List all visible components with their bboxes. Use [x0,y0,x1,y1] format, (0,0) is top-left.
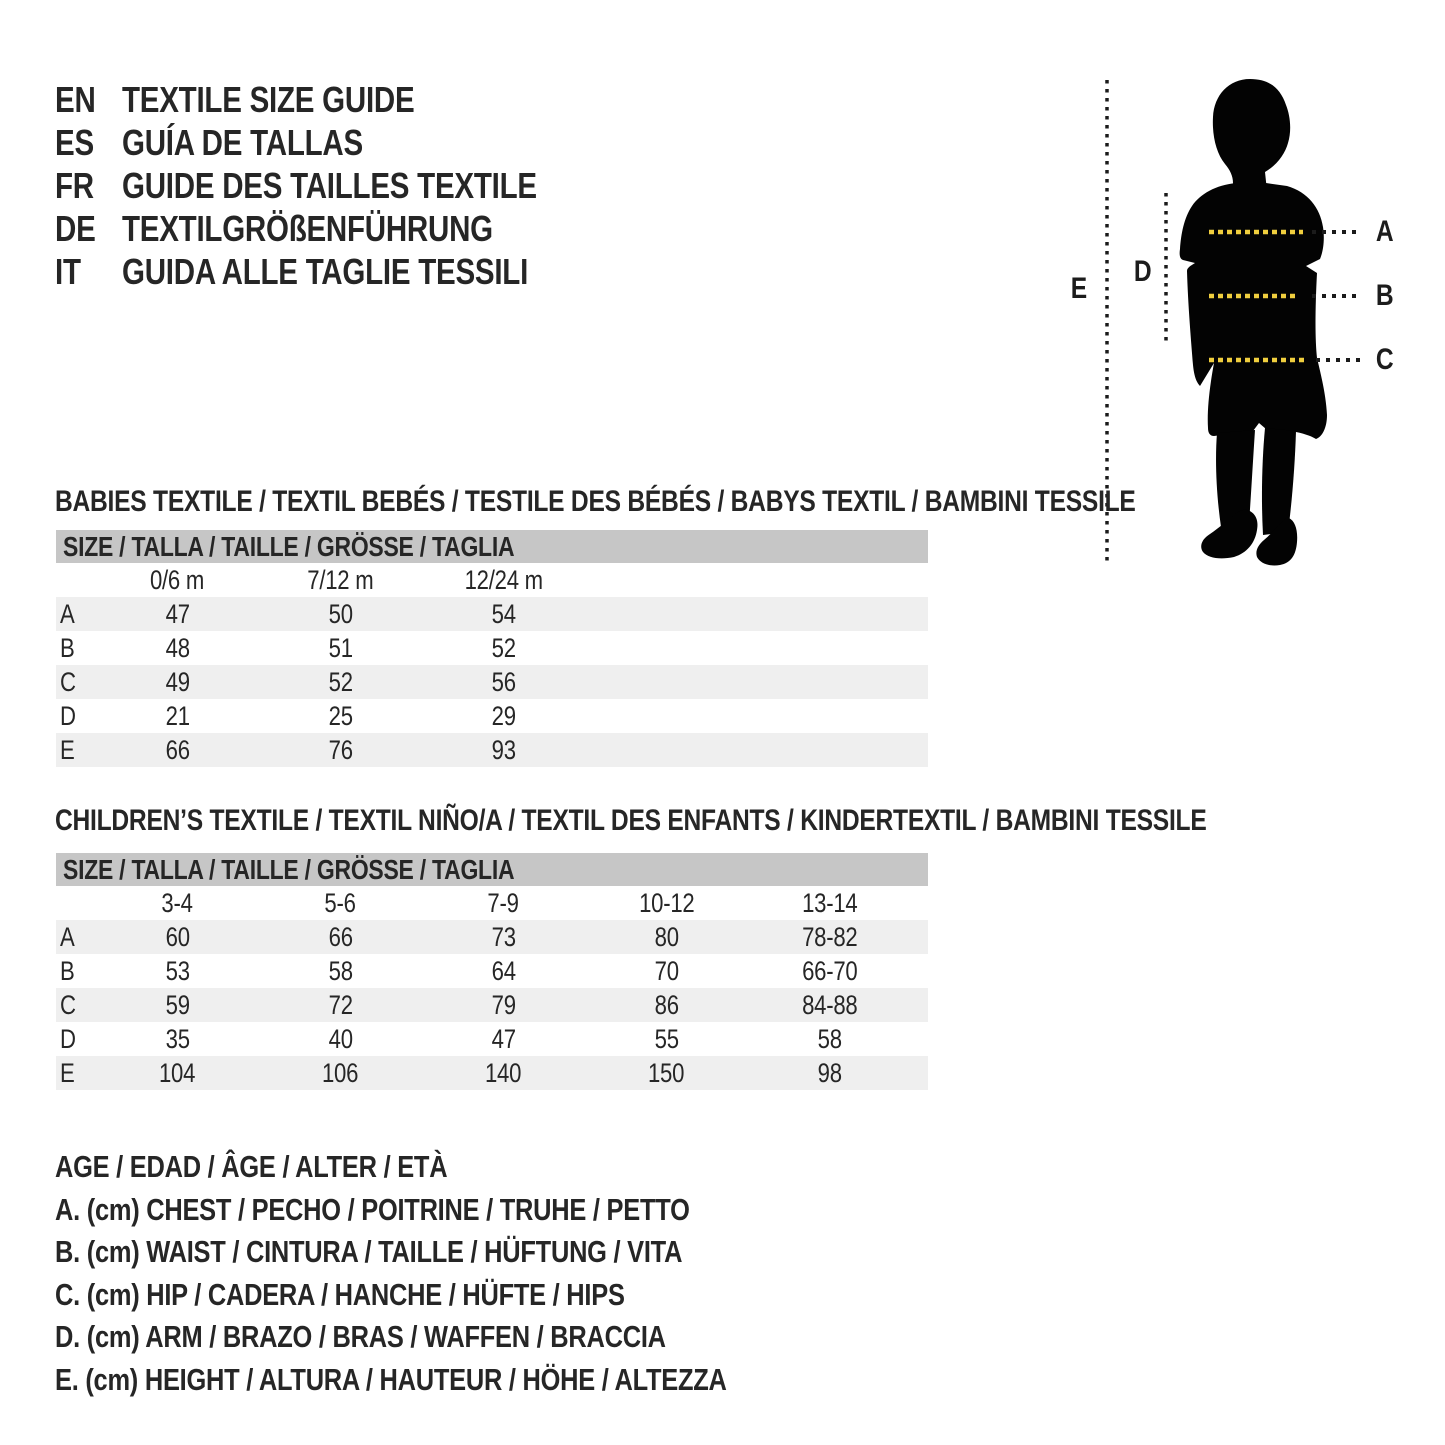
column-header-text: 0/6 m [150,564,205,595]
children-section-title-text: CHILDREN’S TEXTILE / TEXTIL NIÑO/A / TEXTIL DES ENFANTS / KINDERTEXTIL / BAMBINI TESSILE [55,804,1207,837]
cell-value: 52 [328,666,353,697]
table-row [56,920,928,954]
column-header [585,888,748,919]
cell-value: 140 [485,1057,522,1088]
table-row [56,1056,928,1090]
cell-value: 86 [654,989,679,1020]
lang-label: GUIDE DES TAILLES TEXTILE [122,164,537,206]
cell-value: 54 [491,598,516,629]
cell-value: 72 [328,989,353,1020]
row-label [56,1058,96,1089]
table-cell [585,990,748,1021]
table-cell [748,956,911,987]
figure-label-C-text: C [1376,343,1394,376]
cell-value: 59 [165,989,190,1020]
column-header-text: 7-9 [487,887,520,918]
table-cell [259,990,422,1021]
babies-size-header-text: SIZE / TALLA / TAILLE / GRÖSSE / TAGLIA [63,530,515,562]
column-header-text: 5-6 [324,887,357,918]
row-label-text: E [60,734,75,765]
table-cell [422,1024,585,1055]
lang-row-fr [55,164,628,207]
lang-row-es [55,121,628,164]
cell-value: 52 [491,632,516,663]
lang-row-de [55,207,628,250]
cell-value: 70 [654,955,679,986]
row-label [56,633,96,664]
lang-label: TEXTILGRÖßENFÜHRUNG [122,207,493,249]
cell-value: 76 [328,734,353,765]
table-cell [96,1024,259,1055]
cell-value: 106 [322,1057,359,1088]
lang-label: GUIDA ALLE TAGLIE TESSILI [122,250,529,292]
table-cell [96,990,259,1021]
column-header [259,888,422,919]
row-label [56,956,96,987]
row-label [56,735,96,766]
cell-value: 47 [165,598,190,629]
column-header-text: 12/24 m [464,564,543,595]
lang-code [55,79,122,121]
table-cell [422,599,585,630]
figure-label-A-text: A [1376,215,1394,248]
table-cell [96,1058,259,1089]
lang-code-text: FR [55,164,94,206]
cell-value: 79 [491,989,516,1020]
table-cell [259,922,422,953]
cell-value: 29 [491,700,516,731]
silhouette-head [1213,79,1290,191]
cell-value: 60 [165,921,190,952]
row-label-text: A [60,598,75,629]
row-label-text: C [60,666,76,697]
table-cell [748,990,911,1021]
table-cell [422,667,585,698]
column-header [422,565,585,596]
cell-value: 64 [491,955,516,986]
table-cell [96,633,259,664]
table-cell [422,922,585,953]
figure-label-C [1370,343,1400,377]
cell-value: 66 [328,921,353,952]
cell-value: 35 [165,1023,190,1054]
legend-line-arm [55,1316,874,1359]
table-cell [748,922,911,953]
babies-section-title-text: BABIES TEXTILE / TEXTIL BEBÉS / TESTILE DES BÉBÉS / BABYS TEXTIL / BAMBINI TESSILE [55,485,1136,518]
legend-line-waist [55,1231,874,1274]
cell-value: 40 [328,1023,353,1054]
column-header [96,565,259,596]
column-header-text: 7/12 m [307,564,374,595]
table-cell [422,735,585,766]
children-size-header-bar [56,853,928,886]
cell-value: 80 [654,921,679,952]
lang-row-en [55,78,628,121]
row-label-text: E [60,1057,75,1088]
column-header [422,888,585,919]
cell-value: 58 [328,955,353,986]
row-label-text: A [60,921,75,952]
row-label-text: C [60,989,76,1020]
silhouette-torso-shorts [1180,183,1327,439]
cell-value: 98 [817,1057,842,1088]
table-cell [585,922,748,953]
legend-line-age [55,1146,874,1189]
row-label [56,922,96,953]
table-row [56,733,928,767]
lang-code [55,251,122,293]
lang-code [55,165,122,207]
cell-value: 51 [328,632,353,663]
cell-value: 25 [328,700,353,731]
children-columns-row [56,886,928,920]
legend-text: C. (cm) HIP / CADERA / HANCHE / HÜFTE / HIPS [55,1276,625,1312]
lang-code-text: ES [55,121,94,163]
table-cell [259,667,422,698]
cell-value: 47 [491,1023,516,1054]
table-cell [96,701,259,732]
cell-value: 50 [328,598,353,629]
table-cell [585,956,748,987]
figure-label-B-text: B [1376,279,1394,312]
row-label-text: D [60,1023,76,1054]
legend-text: E. (cm) HEIGHT / ALTURA / HAUTEUR / HÖHE / ALTEZZA [55,1361,727,1397]
table-cell [259,1058,422,1089]
table-cell [422,633,585,664]
language-header [55,78,628,293]
table-cell [96,956,259,987]
children-section-title [55,804,1445,838]
table-cell [96,667,259,698]
figure-label-D [1128,255,1158,289]
legend-line-hip [55,1274,874,1317]
cell-value: 78-82 [801,921,858,952]
table-cell [259,1024,422,1055]
table-cell [748,1024,911,1055]
table-row [56,631,928,665]
table-cell [585,1058,748,1089]
figure-label-D-text: D [1134,255,1152,288]
table-cell [585,1024,748,1055]
measurement-legend [55,1146,874,1401]
cell-value: 56 [491,666,516,697]
table-row [56,988,928,1022]
lang-row-it [55,250,628,293]
children-size-table [56,853,928,1090]
row-label-text: B [60,632,75,663]
table-cell [422,990,585,1021]
lang-code [55,122,122,164]
column-header-text: 3-4 [161,887,194,918]
legend-line-height [55,1359,874,1402]
cell-value: 49 [165,666,190,697]
column-header-text: 10-12 [638,887,695,918]
table-cell [259,633,422,664]
table-cell [422,701,585,732]
babies-columns-row [56,563,928,597]
table-cell [96,735,259,766]
row-label [56,599,96,630]
row-label-text: D [60,700,76,731]
lang-code [55,208,122,250]
table-cell [96,599,259,630]
table-row [56,954,928,988]
table-cell [259,956,422,987]
lang-code-text: EN [55,78,96,120]
lang-code-text: IT [55,250,81,292]
table-cell [259,599,422,630]
cell-value: 84-88 [801,989,858,1020]
row-label [56,701,96,732]
column-header [96,888,259,919]
cell-value: 58 [817,1023,842,1054]
cell-value: 53 [165,955,190,986]
cell-value: 66-70 [801,955,858,986]
cell-value: 73 [491,921,516,952]
child-silhouette-diagram-icon [1050,60,1445,600]
legend-text: B. (cm) WAIST / CINTURA / TAILLE / HÜFTUNG / VITA [55,1234,683,1270]
cell-value: 66 [165,734,190,765]
babies-size-table [56,530,928,767]
table-row [56,665,928,699]
figure-label-B [1370,279,1400,313]
legend-line-chest [55,1189,874,1232]
cell-value: 48 [165,632,190,663]
legend-text: AGE / EDAD / ÂGE / ALTER / ETÀ [55,1149,448,1185]
column-header [259,565,422,596]
lang-label: GUÍA DE TALLAS [122,121,363,163]
table-row [56,1022,928,1056]
cell-value: 93 [491,734,516,765]
row-label [56,667,96,698]
cell-value: 104 [159,1057,196,1088]
lang-code-text: DE [55,207,96,249]
cell-value: 150 [648,1057,685,1088]
legend-text: D. (cm) ARM / BRAZO / BRAS / WAFFEN / BRACCIA [55,1319,666,1355]
row-label [56,1024,96,1055]
cell-value: 21 [165,700,190,731]
table-cell [96,922,259,953]
row-label [56,990,96,1021]
table-cell [259,735,422,766]
babies-section-title [55,485,1373,519]
lang-label: TEXTILE SIZE GUIDE [122,78,415,120]
measurement-figure [1050,60,1445,600]
table-cell [748,1058,911,1089]
table-cell [422,956,585,987]
legend-text: A. (cm) CHEST / PECHO / POITRINE / TRUHE / PETTO [55,1191,690,1227]
children-size-header-text: SIZE / TALLA / TAILLE / GRÖSSE / TAGLIA [63,853,515,885]
figure-label-E-text: E [1070,272,1088,305]
table-cell [422,1058,585,1089]
column-header-text: 13-14 [801,887,858,918]
row-label-text: B [60,955,75,986]
babies-size-header-bar [56,530,928,563]
column-header [748,888,911,919]
figure-label-A [1370,215,1400,249]
table-row [56,597,928,631]
table-cell [259,701,422,732]
cell-value: 55 [654,1023,679,1054]
figure-label-E [1064,272,1094,306]
table-row [56,699,928,733]
